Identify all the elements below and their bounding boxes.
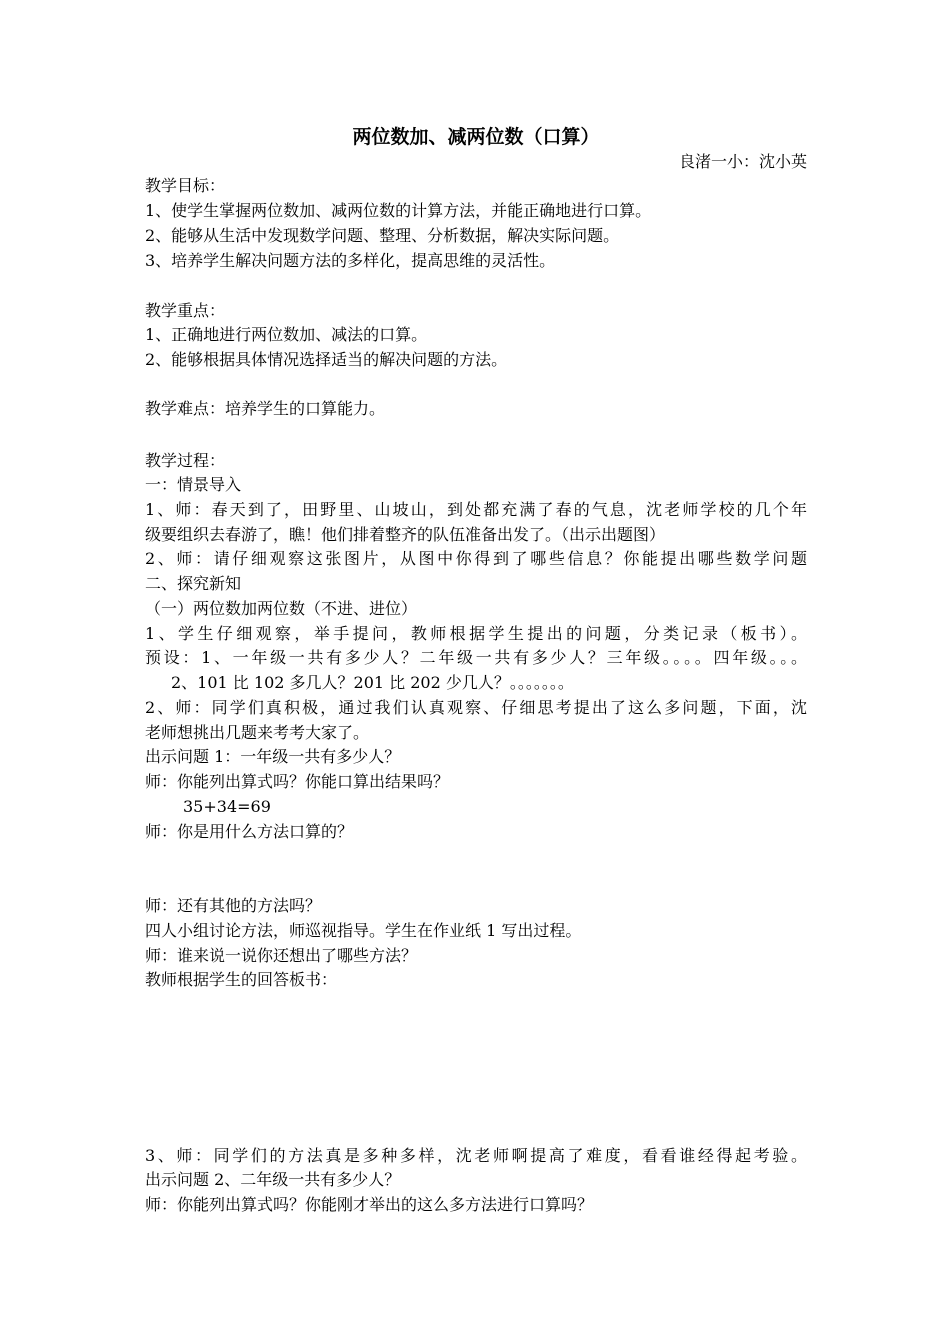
paragraph-line: 1、学生仔细观察，举手提问，教师根据学生提出的问题，分类记录（板书）。 [145,624,807,643]
paragraph-line: 2、师：同学们真积极，通过我们认真观察、仔细思考提出了这么多问题，下面，沈 [145,698,807,717]
equation-line: 35+34=69 [183,797,271,816]
goal-item: 2、能够从生活中发现数学问题、整理、分析数据，解决实际问题。 [145,226,620,245]
paragraph-line: 四人小组讨论方法，师巡视指导。学生在作业纸 1 写出过程。 [145,921,582,940]
difficulty-line: 教学难点：培养学生的口算能力。 [145,399,386,418]
paragraph-line: 教师根据学生的回答板书： [145,970,338,989]
section-heading: 一：情景导入 [145,475,242,494]
paragraph-line: 预设：1、一年级一共有多少人？二年级一共有多少人？三年级。。。。四年级。。。 [145,648,807,667]
subsection-heading: （一）两位数加两位数（不进、进位） [145,599,418,618]
paragraph-line: 2、101 比 102 多几人？201 比 202 少几人？。。。。。。。 [171,673,574,692]
paragraph-line: 出示问题 2、二年级一共有多少人？ [145,1170,401,1189]
key-point-item: 1、正确地进行两位数加、减法的口算。 [145,325,428,344]
paragraph-line: 老师想挑出几题来考考大家了。 [145,723,370,742]
paragraph-line: 师：谁来说一说你还想出了哪些方法？ [145,946,418,965]
key-heading: 教学重点： [145,301,226,320]
paragraph-line: 1、师：春天到了，田野里、山坡山，到处都充满了春的气息，沈老师学校的几个年 [145,500,807,519]
goal-item: 1、使学生掌握两位数加、减两位数的计算方法，并能正确地进行口算。 [145,201,652,220]
paragraph-line: 2、师：请仔细观察这张图片，从图中你得到了哪些信息？你能提出哪些数学问题 [145,549,807,568]
document-title: 两位数加、减两位数（口算） [352,126,600,148]
paragraph-line: 师：你能列出算式吗？你能口算出结果吗？ [145,772,450,791]
author-line: 良渚一小：沈小英 [678,152,807,171]
section-heading: 二、探究新知 [145,574,242,593]
goal-item: 3、培养学生解决问题方法的多样化，提高思维的灵活性。 [145,251,556,270]
paragraph-line: 师：你能列出算式吗？你能刚才举出的这么多方法进行口算吗？ [145,1195,594,1214]
paragraph-line: 师：你是用什么方法口算的？ [145,822,354,841]
paragraph-line: 师：还有其他的方法吗？ [145,896,322,915]
process-heading: 教学过程： [145,451,226,470]
goals-heading: 教学目标： [145,176,226,195]
paragraph-line: 级要组织去春游了，瞧！他们排着整齐的队伍准备出发了。（出示出题图） [145,525,666,544]
key-point-item: 2、能够根据具体情况选择适当的解决问题的方法。 [145,350,508,369]
paragraph-line: 3、师：同学们的方法真是多种多样，沈老师啊提高了难度，看看谁经得起考验。 [145,1146,807,1165]
document-page [145,0,807,1344]
paragraph-line: 出示问题 1：一年级一共有多少人？ [145,747,401,766]
